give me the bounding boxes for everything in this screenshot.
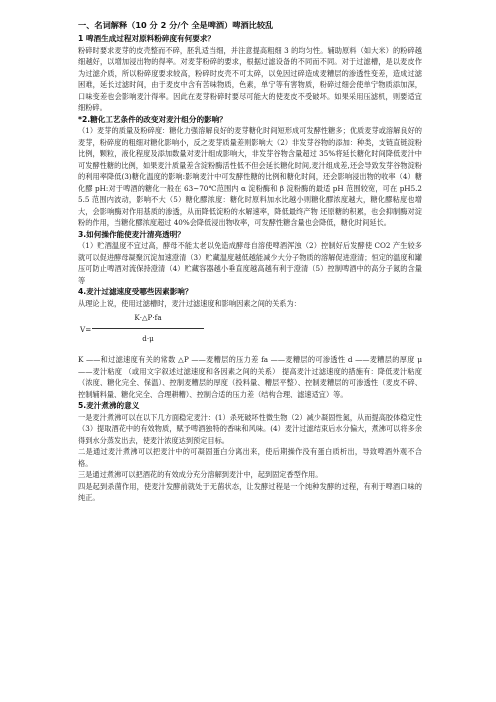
question-1-answer: 粉碎时要求麦芽的皮壳整而不碎，胚乳适当细，并注意提高粗细 3 的均匀性。辅助原料（如大米）的粉碎越细越好，以增加浸出物的得率。对麦芽粉碎的要求，根据过滤设备的不同而不同。对于过滤槽，是以麦皮作为过滤介质，所以粉碎度要求较高，粉碎时皮壳不可太碎，以免因过碎造成麦糟层的渗透性变差，造成过滤困难，延长过滤时间，由于麦皮中含有苦味物质，色素，单宁等有害物质，粉碎过细会使单宁物质添加深，口味变差也会影响麦汁得率。因此在麦芽粉碎时要尽可能大的使麦皮不受破坏。如果采用压滤机，则要适宜细粉碎。 <box>78 45 422 112</box>
question-4-intro: 从理论上说，使用过滤槽时，麦汁过滤速度和影响因素之间的关系为： <box>78 298 301 308</box>
question-2-heading: *2.糖化工艺条件的改变对麦汁组分的影响？ <box>78 114 227 124</box>
question-5-paragraph-1: 一是麦汁煮沸可以在以下几方面稳定麦汁：(1）杀死破坏性微生物（2）减少凝固性氮，从而提高胶体稳定性（3）提取酒花中的有效物质，赋予啤酒独特的香味和风味。(4）麦汁过滤结束后水分偏大，煮沸可以将多余得到水分蒸发出去，使麦汁浓度达到预定目标。 <box>78 412 422 445</box>
question-3-heading: 3.如何操作能使麦汁清亮透明？ <box>78 229 185 239</box>
document-title: 一、名词解释（10 分 2 分/个 全是啤酒）啤酒比较乱 <box>78 20 274 30</box>
question-3-answer: （1）贮酒温度不宜过高，酵母不能太老以免造成酵母自溶使啤酒浑浊（2）控制好后发酵使 CO2 产生较多就可以促进酵母凝聚沉淀加速澄清（3）贮藏温度越低越能减少大分子物质的溶解促进澄清；恒定的温度和罐压可防止啤酒对流保持澄清（4）贮藏容器越小垂直度越高越有利于澄清（5）控制啤酒中的高分子氮的含量等 <box>78 241 422 285</box>
document-page <box>78 18 422 504</box>
question-5-heading: 5.麦汁煮沸的意义 <box>78 401 140 410</box>
question-5-paragraph-4: 四是起到杀菌作用，使麦汁发酵前就处于无菌状态，让发酵过程是一个纯种发酵的过程，有利于啤酒口味的纯正。 <box>78 481 422 502</box>
formula-lhs: V= <box>80 325 92 334</box>
question-5-paragraph-2: 二是通过麦汁煮沸可以把麦汁中的可凝固蛋白分离出来，使后期操作没有蛋白质析出，导致啤酒外观不合格。 <box>78 447 422 468</box>
question-4-heading: 4.麦汁过滤速度受哪些因素影响？ <box>78 287 193 296</box>
formula-fraction-line <box>92 328 204 329</box>
question-2-answer: （1）麦芽的质量及粉碎度：糖化力强溶解良好的麦芽糖化时间短形成可发酵性糖多；优质麦芽或溶解良好的麦芽，粉碎度的粗细对糖化影响小，反之麦芽质量差则影响大（2）非发芽谷物的添加：种类，支链直链淀粉比例，颗粒，液化程度及添加数量对麦汁组成影响大，非发芽谷物含量超过 35%将延长糖化时间降低麦汁中可发酵性糖的比例，如果麦汁质量差含淀粉酶活性低不但会延长糖化时间,麦汁组成差,还会导致发芽谷物淀粉的利用率降低(3)糖化温度的影响:影响麦汁中可发酵性糖的比例和糖化时间，还会影响浸出物的收率（4）糖化醪 pH:对于啤酒的糖化一般在 63~70℃范围内 α 淀粉酶和 β 淀粉酶的最适 pH 范围较宽，可在 pH5.2 5.5 范围内波动，影响不大（5）糖化醪浓度：糖化时原料加水比越小则糖化醪浓度越大，糖化醪粘度也增大，会影响酶对作用基质的渗透，从而降低淀粉的水解速率，降低最终产物 还原糖的积累，也会抑制酶对淀粉的作用，当糖化醪浓度超过 40%会降低浸出物收率，可发酵性糖含量也会降低，糖化时间延长。 <box>78 126 422 227</box>
question-1-heading: 1 啤酒生成过程对原料粉碎度有何要求？ <box>78 34 216 43</box>
filtration-formula <box>78 311 422 351</box>
question-4-answer: K ——和过滤速度有关的常数 △P ——麦糟层的压力差 fa ——麦糟层的可渗透性 d ——麦糟层的厚度 μ ——麦汁粘度 （或用文字叙述过滤速度和各因素之间的关系） 提高麦汁过滤速度的措施有：降低麦汁粘度（浓度、糖化完全、保温）、控制麦糟层的厚度（投料量、糟层平整）、控制麦糟层的可渗透性（麦皮不碎、控制辅料量、糖化完全、合理耕糟）、控制合适的压力差（结构合理、滤速适宜）等。 <box>78 355 422 399</box>
formula-numerator: K·△P·fa <box>134 313 162 322</box>
question-5-paragraph-3: 三是通过煮沸可以把酒花的有效成分充分溶解到麦汁中，起到固定香型作用。 <box>78 470 323 479</box>
formula-denominator: d·μ <box>142 334 154 343</box>
